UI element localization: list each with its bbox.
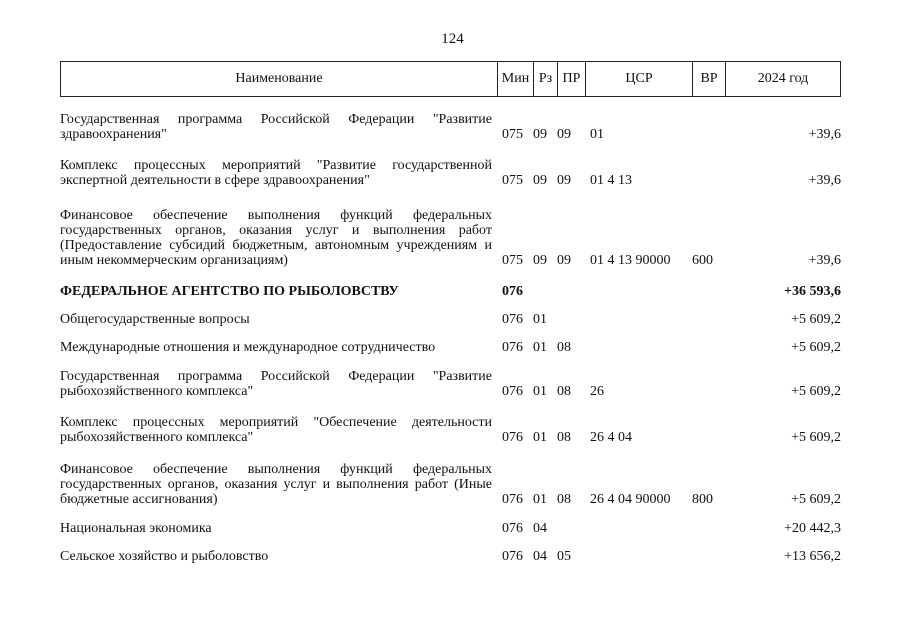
row-pr: 08 (557, 384, 571, 399)
page-number: 124 (441, 31, 464, 47)
row-min: 076 (502, 384, 523, 399)
row-name: Финансовое обеспечение выполнения функций федеральных государственных органов, оказания услуг и выполнения работ (Иные бюджетные ассигнования) (60, 462, 492, 507)
row-pr: 08 (557, 340, 571, 355)
row-rz: 09 (533, 127, 547, 142)
row-rz: 04 (533, 521, 547, 536)
row-name: Сельское хозяйство и рыболовство (60, 549, 269, 564)
row-name: Государственная программа Российской Федерации "Развитие рыбохозяйственного комплекса" (60, 369, 492, 399)
row-value: +5 609,2 (791, 430, 841, 445)
row-pr: 09 (557, 253, 571, 268)
row-name: Комплекс процессных мероприятий "Развитие государственной экспертной деятельности в сфере здравоохранения" (60, 158, 492, 188)
header-vr: ВР (692, 62, 725, 96)
row-min: 076 (502, 284, 523, 299)
header-pr: ПР (557, 62, 585, 96)
row-rz: 09 (533, 173, 547, 188)
row-min: 076 (502, 340, 523, 355)
row-min: 075 (502, 253, 523, 268)
row-csr: 01 4 13 (590, 173, 632, 188)
row-min: 076 (502, 430, 523, 445)
table-row (60, 520, 841, 536)
row-min: 075 (502, 173, 523, 188)
row-csr: 26 (590, 384, 604, 399)
row-csr: 01 (590, 127, 604, 142)
row-min: 076 (502, 549, 523, 564)
row-name: Национальная экономика (60, 521, 212, 536)
row-csr: 01 4 13 90000 (590, 253, 671, 268)
row-rz: 01 (533, 340, 547, 355)
row-value: +5 609,2 (791, 384, 841, 399)
header-csr: ЦСР (585, 62, 692, 96)
header-rz: Рз (533, 62, 557, 96)
table-row (60, 283, 841, 299)
table-row (60, 110, 841, 142)
row-rz: 04 (533, 549, 547, 564)
row-name: Комплекс процессных мероприятий "Обеспечение деятельности рыбохозяйственного комплекса" (60, 415, 492, 445)
table-header (60, 61, 841, 97)
row-value: +20 442,3 (784, 521, 841, 536)
header-year: 2024 год (725, 62, 840, 96)
table-row (60, 367, 841, 399)
row-rz: 01 (533, 384, 547, 399)
row-value: +5 609,2 (791, 312, 841, 327)
table-row (60, 311, 841, 327)
table-row (60, 155, 841, 188)
header-min: Мин (497, 62, 533, 96)
table-row (60, 459, 841, 507)
row-name: Государственная программа Российской Федерации "Развитие здравоохранения" (60, 112, 492, 142)
row-pr: 09 (557, 127, 571, 142)
row-pr: 09 (557, 173, 571, 188)
row-pr: 08 (557, 492, 571, 507)
row-value: +5 609,2 (791, 492, 841, 507)
row-rz: 01 (533, 430, 547, 445)
row-csr: 26 4 04 (590, 430, 632, 445)
row-value: +36 593,6 (784, 284, 841, 299)
row-min: 076 (502, 492, 523, 507)
table-row (60, 204, 841, 268)
row-min: 075 (502, 127, 523, 142)
row-name: Общегосударственные вопросы (60, 312, 250, 327)
row-value: +39,6 (808, 127, 841, 142)
table-row (60, 548, 841, 564)
row-value: +39,6 (808, 173, 841, 188)
row-name: ФЕДЕРАЛЬНОЕ АГЕНТСТВО ПО РЫБОЛОВСТВУ (60, 284, 399, 299)
row-name: Финансовое обеспечение выполнения функций федеральных государственных органов, оказания услуг и выполнения работ (Предоставление субсидий бюджетным, автономным учреждениям и иным некоммерческим организациям) (60, 208, 492, 268)
row-value: +5 609,2 (791, 340, 841, 355)
row-min: 076 (502, 312, 523, 327)
row-min: 076 (502, 521, 523, 536)
header-name: Наименование (235, 71, 323, 86)
table-row (60, 413, 841, 445)
row-vr: 800 (692, 492, 713, 507)
row-rz: 09 (533, 253, 547, 268)
row-value: +13 656,2 (784, 549, 841, 564)
row-value: +39,6 (808, 253, 841, 268)
row-pr: 08 (557, 430, 571, 445)
row-vr: 600 (692, 253, 713, 268)
row-rz: 01 (533, 312, 547, 327)
row-rz: 01 (533, 492, 547, 507)
table-row (60, 339, 841, 355)
row-name: Международные отношения и международное сотрудничество (60, 340, 436, 355)
row-csr: 26 4 04 90000 (590, 492, 671, 507)
row-pr: 05 (557, 549, 571, 564)
